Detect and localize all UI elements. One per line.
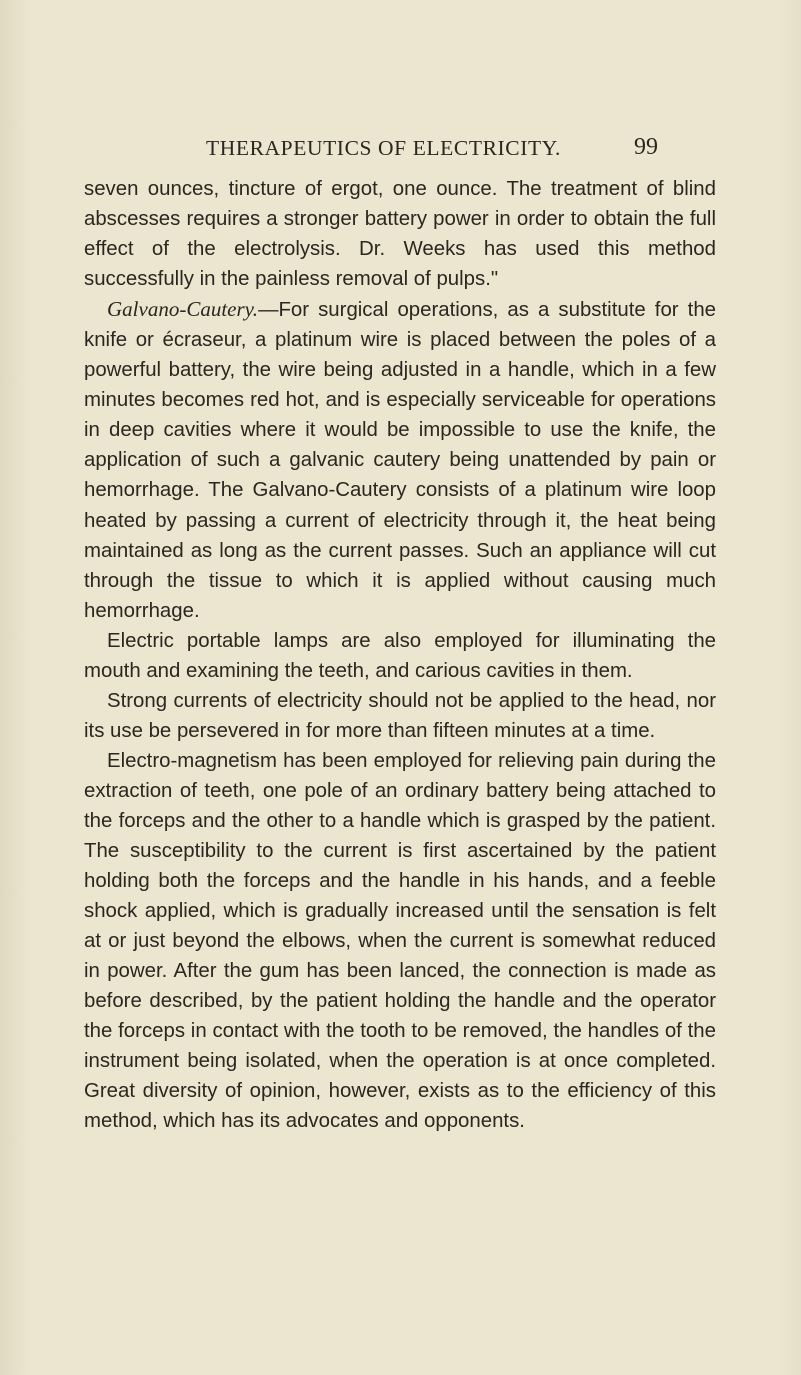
paragraph-text: Electric portable lamps are also employed for illuminating the mouth and examining the teeth, and carious cavities in them. xyxy=(84,629,716,682)
paragraph-text: Electro-magnetism has been employed for relieving pain during the extraction of teeth, one pole of an ordinary battery being attached to the forceps and the other to a handle which is grasped by the patient. The susceptibility to the current is first ascertained by the patient holding both the forceps and the handle in his hands, and a feeble shock applied, which is gradually increased until the sensation is felt at or just beyond the elbows, when the current is somewhat reduced in power. After the gum has been lanced, the connection is made as before described, by the patient holding the handle and the operator the forceps in contact with the tooth to be removed, the handles of the instrument being isolated, when the operation is at once completed. Great diversity of opinion, however, exists as to the efficiency of this method, which has its advocates and opponents. xyxy=(84,749,716,1133)
running-header: THERAPEUTICS OF ELECTRICITY. xyxy=(206,136,562,160)
run-in-heading: Galvano-Cautery. xyxy=(107,297,259,322)
body-text xyxy=(84,174,716,1137)
paragraph-text: Strong currents of electricity should not be applied to the head, nor its use be persevered in for more than fifteen minutes at a time. xyxy=(84,689,716,742)
paragraph-text: —For surgical operations, as a substitute for the knife or écraseur, a platinum wire is placed between the poles of a powerful battery, the wire being adjusted in a handle, which in a few minutes becomes red hot, and is especially serviceable for operations in deep cavities where it would be impossible to use the knife, the application of such a galvanic cautery being unattended by pain or hemorrhage. The Galvano-Cautery consists of a platinum wire loop heated by passing a current of electricity through it, the heat being maintained as long as the current passes. Such an appliance will cut through the tissue to which it is applied without causing much hemorrhage. xyxy=(84,299,716,622)
paragraph-electric-lamps xyxy=(84,626,716,686)
paragraph-text: seven ounces, tincture of ergot, one ounce. The treatment of blind abscesses requires a stronger battery power in order to obtain the full effect of the electrolysis. Dr. Weeks has used this method successfully in the painless removal of pulps." xyxy=(84,178,716,291)
paragraph-galvano-cautery xyxy=(84,294,716,626)
paragraph-1 xyxy=(84,174,716,294)
page-number: 99 xyxy=(634,134,658,160)
paragraph-strong-currents xyxy=(84,686,716,746)
paragraph-electro-magnetism xyxy=(84,746,716,1137)
